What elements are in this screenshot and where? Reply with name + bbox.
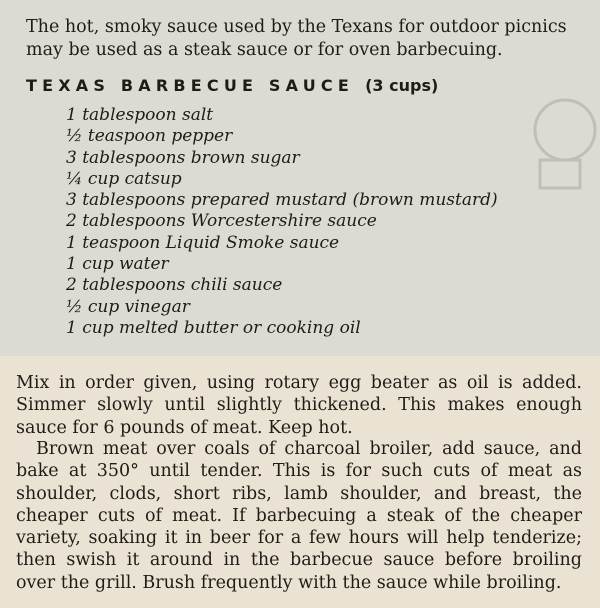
ingredient-item: 3 tablespoons brown sugar [66,147,300,168]
ingredient-item: 2 tablespoons chili sauce [66,275,283,296]
ingredient-item: 1 teaspoon Liquid Smoke sauce [66,232,340,253]
intro-text: The hot, smoky sauce used by the Texans for outdoor picnics may be used as a steak sauce or for oven barbecuing. [26,17,567,60]
recipe-yield: (3 cups) [365,76,439,95]
ingredient-item: 1 cup water [66,254,169,275]
directions-paragraph: Brown meat over coals of charcoal broiler, add sauce, and bake at 350° until tender. This is for such cuts of meat as shoulder, clods, short ribs, lamb shoulder, and breast, the cheaper cuts of meat. If barbecuing a steak of the cheaper variety, soaking it in beer for a few hours will help tenderize; then swish it around in the barbecue sauce before broiling over the grill. Brush frequently with the sauce while broiling. [16,439,582,593]
ingredient-item: ½ teaspoon pepper [66,126,233,147]
directions-paragraph: Mix in order given, using rotary egg beater as oil is added. Simmer slowly until slightly thickened. This makes enough sauce for 6 pounds of meat. Keep hot. [16,373,582,438]
ingredient-item: ½ cup vinegar [66,296,190,317]
ingredient-item: ¼ cup catsup [66,168,182,189]
ingredient-item: 3 tablespoons prepared mustard (brown mustard) [66,190,498,211]
recipe-heading [26,76,438,95]
show-through-illustration [510,90,600,200]
ingredient-item: 1 cup melted butter or cooking oil [66,317,361,338]
ingredient-item: 2 tablespoons Worcestershire sauce [66,211,377,232]
recipe-title: TEXAS BARBECUE SAUCE [26,76,354,95]
ingredient-list [66,105,498,339]
ingredient-item: 1 tablespoon salt [66,105,214,125]
